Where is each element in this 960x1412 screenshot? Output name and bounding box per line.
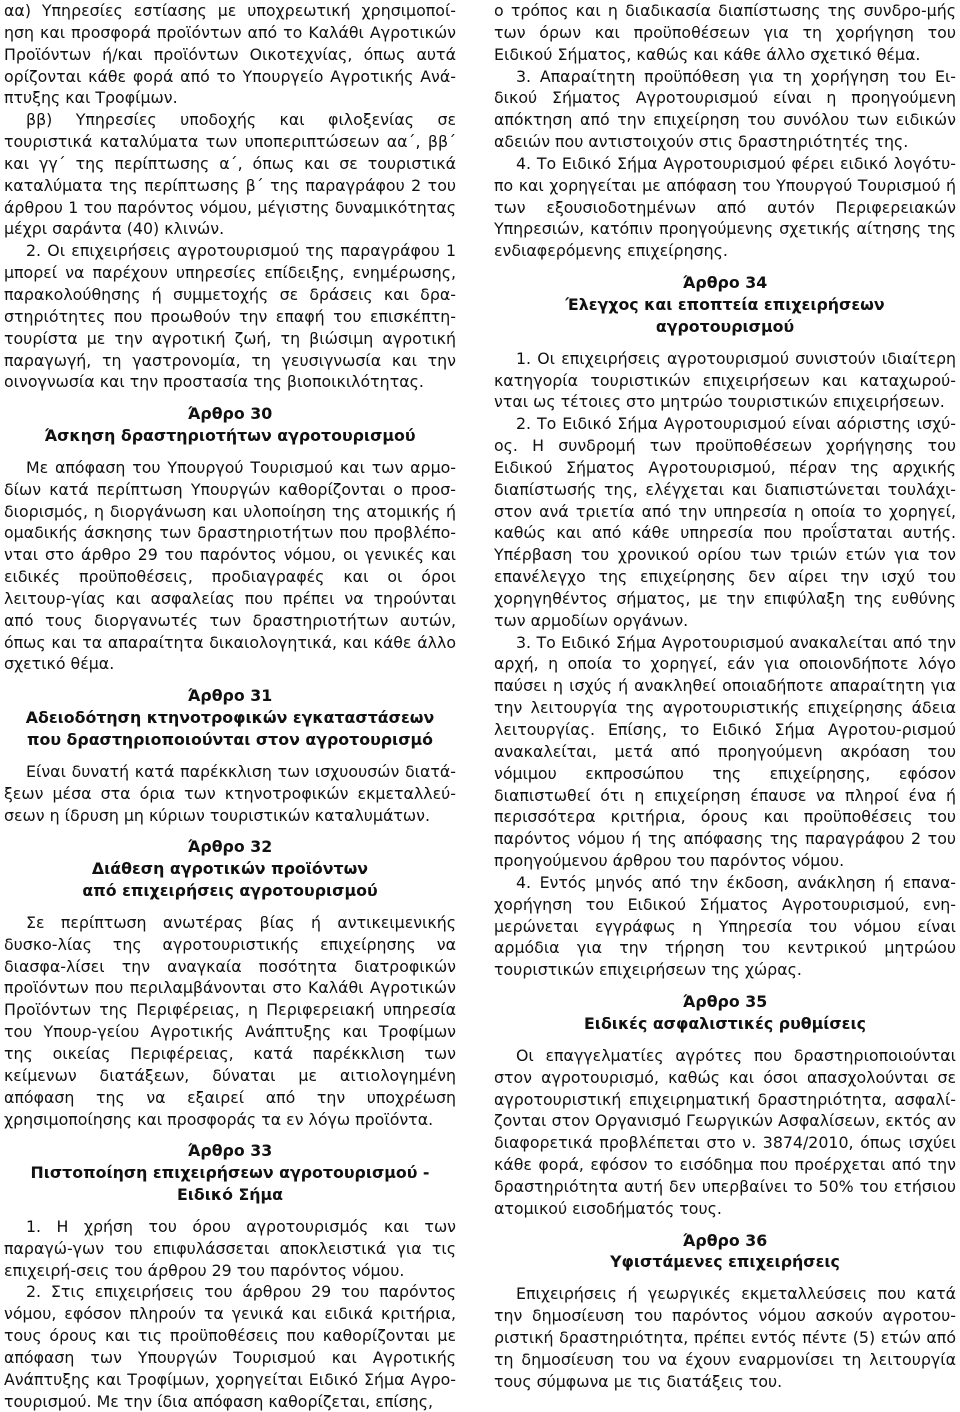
article-34-paragraph-2: 2. Το Ειδικό Σήμα Αγροτουρισμού είναι αόριστης ισχύ-ος. Η συνδρομή των προϋποθέσεων χορήγησης του Ειδικού Σήματος Αγροτουρισμού, πέραν της αρχικής διαπίστωσής της, ελέγχεται και διαπιστώνεται τουλάχι-στον ανά τριετία από την υπηρεσία η οποία το χορηγεί, καθώς και από κάθε υπηρεσία που προΐσταται αυτής. Υπέρβαση του χρονικού ορίου των τριών ετών για τον επανέλεγχο της επιχείρησης δεν αίρει την ισχύ του χορηγηθέντος σήματος, με την επιφύλαξη της ευθύνης των αρμοδίων οργάνων. <box>494 414 956 630</box>
article-34-paragraph-4: 4. Εντός μηνός από την έκδοση, ανάκληση ή επανα-χορήγηση του Ειδικού Σήματος Αγροτουρισμού, ενη-μερώνεται εγγράφως η Υπηρεσία του νόμου είναι αρμόδια για την τήρηση του κεντρικού μητρώου τουριστικών επιχειρήσεων της χώρας. <box>494 872 956 980</box>
article-34-paragraph-1: 1. Οι επιχειρήσεις αγροτουρισμού συνιστούν ιδιαίτερη κατηγορία τουριστικών επιχειρήσεων και καταχωρού-νται ως τέτοιες στο μητρώο τουριστικών επιχειρήσεων. <box>494 348 956 412</box>
article-32-paragraph: Σε περίπτωση ανωτέρας βίας ή αντικειμενικής δυσκο-λίας της αγροτουριστικής επιχείρησης να διασφα-λίσει την αναγκαία ποσότητα διατροφικών προϊόντων που περιλαμβάνονται στο Καλάθι Αγροτικών Προϊόντων της Περιφέρειας, η Περιφερειακή υπηρεσία του Υπουρ-γείου Αγροτικής Ανάπτυξης και Τροφίμων της οικείας Περιφέρειας, κατά παρέκκλιση των κείμενων διατάξεων, δύναται με αιτιολογημένη απόφαση της να εξαιρεί από την υποχρέωση χρησιμοποίησης και προσφοράς τα εν λόγω προϊόντα. <box>4 912 456 1129</box>
article-34-paragraph-3: 3. Το Ειδικό Σήμα Αγροτουρισμού ανακαλείται από την αρχή, η οποία το χορηγεί, εάν για οποιονδήποτε λόγο παύσει η ισχύς ή ανακληθεί οποιαδήποτε απαραίτητη για την λειτουργία της αγροτουριστικής επιχείρησης άδεια λειτουργίας. Επίσης, το Ειδικό Σήμα Αγροτου-ρισμού ανακαλείται, μετά από προηγούμενη ακρόαση του νόμιμου εκπροσώπου της επιχείρησης, εφόσον διαπιστωθεί ότι η επιχείρηση έπαυσε να πληροί ένα ή περισσότερα κριτήρια, όρους και προϋποθέσεις του παρόντος νόμου ή της απόφασης της παραγράφου 2 του προηγούμενου άρθρου του παρόντος νόμου. <box>494 632 956 871</box>
article-33-paragraph-3: 3. Απαραίτητη προϋπόθεση για τη χορήγηση του Ει-δικού Σήματος Αγροτουρισμού είναι η προηγούμενη απόκτηση από την επιχείρηση του συνόλου των ειδικών αδειών που αντιστοιχούν στις δραστηριότητές της. <box>494 66 956 152</box>
article-31-title-line1: Αδειοδότηση κτηνοτροφικών εγκαταστάσεων <box>25 708 435 728</box>
left-column <box>4 0 456 1412</box>
article-36-paragraph: Επιχειρήσεις ή γεωργικές εκμεταλλεύσεις που κατά την δημοσίευση του παρόντος νόμου ασκούν αγροτου-ριστική δραστηριότητα, πρέπει εντός πέντε (5) ετών από τη δημοσίευση του να έχουν εναρμονίσει τη λειτουργία τους σύμφωνα με τις διατάξεις του. <box>494 1284 956 1391</box>
article-30-paragraph: Με απόφαση του Υπουργού Τουρισμού και των αρμο-δίων κατά περίπτωση Υπουργών καθορίζονται ο προσ-διορισμός, η διοργάνωση και υλοποίηση της ατομικής ή ομαδικής άσκησης των δραστηριοτήτων που προβλέπο-νται στο άρθρο 29 του παρόντος νόμου, οι γενικές και ειδικές προϋποθέσεις, προδιαγραφές και οι όροι λειτουρ-γίας και ασφαλείας που πρέπει να τηρούνται από τους διοργανωτές των δραστηριοτήτων αυτών, όπως και τα απαραίτητα δικαιολογητικά, και κάθε άλλο σχετικό θέμα. <box>4 457 456 674</box>
article-32-title-line2: από επιχειρήσεις αγροτουρισμού <box>82 881 378 901</box>
article-33-paragraph-4: 4. Το Ειδικό Σήμα Αγροτουρισμού φέρει ειδικό λογότυ-πο και χορηγείται με απόφαση του Υπουργού Τουρισμού ή των εξουσιοδοτημένων από αυτόν Περιφερειακών Υπηρεσιών, κατόπιν προηγούμενης σχετικής αίτησης της ενδιαφερόμενης επιχείρησης. <box>494 153 956 261</box>
article-35-number: Άρθρο 35 <box>682 992 768 1012</box>
article-34-number: Άρθρο 34 <box>682 273 768 293</box>
article-33-paragraph-2: 2. Στις επιχειρήσεις του άρθρου 29 του παρόντος νόμου, εφόσον πληρούν τα γενικά και ειδικά κριτήρια, τους όρους και τις προϋποθέσεις που καθορίζονται με απόφαση των Υπουργών Τουρισμού και Αγροτικής Ανάπτυξης και Τροφίμων, χορηγείται Ειδικό Σήμα Αγρο-τουρισμού. Με την ίδια απόφαση καθορίζεται, επίσης, <box>4 1282 456 1411</box>
article-31-title-line2: που δραστηριοποιούνται στον αγροτουρισμό <box>27 730 433 749</box>
paragraph-bb: ββ) Υπηρεσίες υποδοχής και φιλοξενίας σε τουριστικά καταλύματα των υποπεριπτώσεων αα΄, ββ΄ και γγ΄ της περίπτωσης α΄, όπως και σε τουριστικά καταλύματα της περίπτωσης β΄ της παραγράφου 2 του άρθρου 1 του παρόντος νόμου, μέγιστης δυναμικότητας μέχρι σαράντα (40) κλινών. <box>4 110 456 239</box>
article-35-paragraph: Οι επαγγελματίες αγρότες που δραστηριοποιούνται στον αγροτουρισμό, καθώς και όσοι απασχολούνται σε αγροτουριστική επιχειρηματική δραστηριότητα, ασφαλί-ζονται στον Οργανισμό Γεωργικών Ασφαλίσεων, εκτός αν διαφορετικά προβλέπεται στο ν. 3874/2010, όπως ισχύει κάθε φορά, εφόσον το εισόδημα που προέρχεται από την δραστηριότητα αυτή δεν υπερβαίνει το 50% του ετήσιου ατομικού εισοδήματός τους. <box>494 1045 956 1218</box>
paragraph-2: 2. Οι επιχειρήσεις αγροτουρισμού της παραγράφου 1 μπορεί να παρέχουν υπηρεσίες επίδειξης, ενημέρωσης, παρακολούθησης ή συμμετοχής σε δράσεις και δρα-στηριότητες που προωθούν την επαφή του επισκέπτη-τουρίστα με την αγροτική ζωή, τη βιώσιμη αγροτική παραγωγή, τη γαστρονομία, τη γευσιγνωσία και την οινογνωσία και την προστασία της βιοποικιλότητας. <box>4 241 456 392</box>
article-35-title: Ειδικές ασφαλιστικές ρυθμίσεις <box>584 1013 866 1033</box>
article-36-number: Άρθρο 36 <box>682 1230 768 1250</box>
article-33-continuation: ο τρόπος και η διαδικασία διαπίστωσης της συνδρο-μής των όρων και προϋποθέσεων για τη χορήγηση του Ειδικού Σήματος, καθώς και κάθε άλλο σχετικό θέμα. <box>494 1 956 64</box>
article-33-paragraph-1: 1. Η χρήση του όρου αγροτουρισμός και των παραγώ-γων του επιφυλάσσεται αποκλειστικά για τις επιχειρή-σεις του άρθρου 29 του παρόντος νόμου. <box>4 1216 456 1280</box>
article-34-title: Έλεγχος και εποπτεία επιχειρήσεων αγροτουρισμού <box>565 294 885 336</box>
article-30-title: Άσκηση δραστηριοτήτων αγροτουρισμού <box>44 426 416 446</box>
article-33-title-line2: Ειδικό Σήμα <box>176 1185 284 1205</box>
article-33-number: Άρθρο 33 <box>187 1141 273 1161</box>
paragraph-aa: αα) Υπηρεσίες εστίασης με υποχρεωτική χρησιμοποί-ηση και προσφορά προϊόντων από το Καλάθι Αγροτικών Προϊόντων ή/και προϊόντων Οικοτεχνίας, όπως αυτά ορίζονται κάθε φορά από το Υπουργείο Αγροτικής Ανά-πτυξης και Τροφίμων. <box>4 1 456 108</box>
article-30-number: Άρθρο 30 <box>187 404 273 424</box>
right-column <box>494 0 956 1392</box>
article-36-title: Υφιστάμενες επιχειρήσεις <box>610 1252 840 1272</box>
article-32-title-line1: Διάθεση αγροτικών προϊόντων <box>91 859 369 879</box>
article-31-number: Άρθρο 31 <box>187 686 273 706</box>
article-31-paragraph: Είναι δυνατή κατά παρέκκλιση των ισχυουσών διατά-ξεων μέσα στα όρια των κτηνοτροφικών εκμεταλλεύ-σεων η ίδρυση μη κύριων τουριστικών καταλυμάτων. <box>4 761 456 825</box>
article-32-number: Άρθρο 32 <box>187 837 273 857</box>
article-33-title-line1: Πιστοποίηση επιχειρήσεων αγροτουρισμού - <box>30 1163 430 1183</box>
